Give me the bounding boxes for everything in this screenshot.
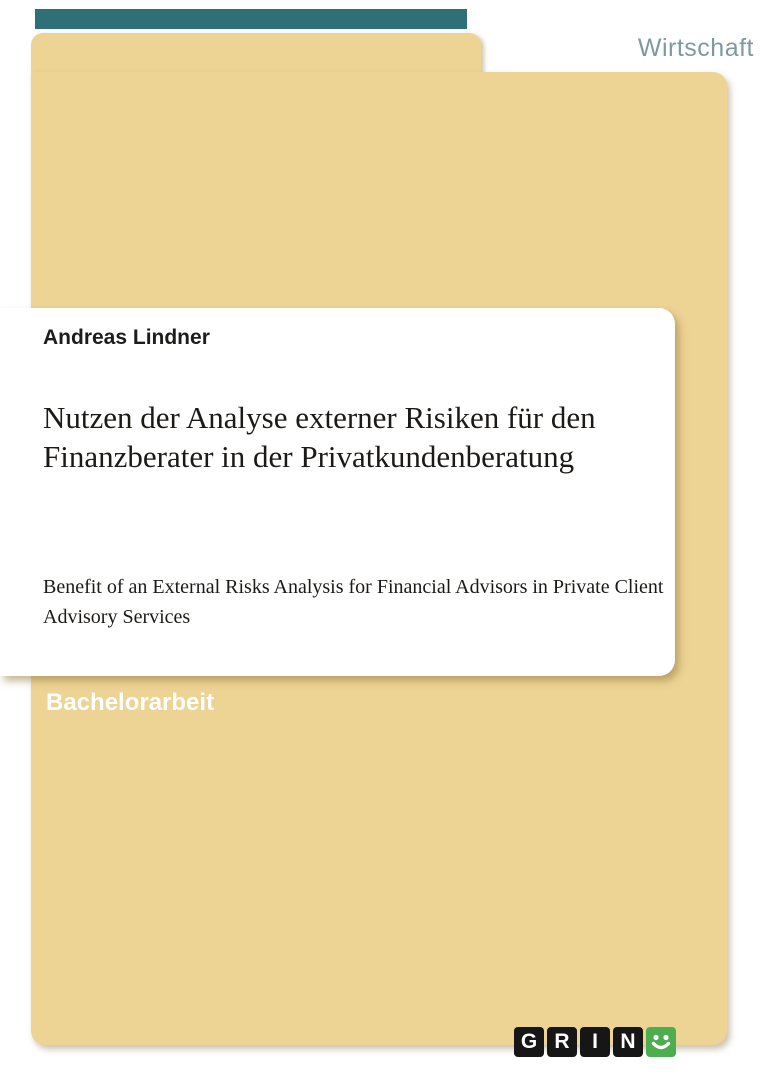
category-label: Wirtschaft <box>637 34 754 62</box>
category-color-bar <box>35 9 467 29</box>
logo-letter-i: I <box>580 1027 610 1057</box>
document-type-label: Bachelorarbeit <box>46 689 215 716</box>
logo-letter-n: N <box>613 1027 643 1057</box>
thesis-subtitle: Benefit of an External Risks Analysis for Financial Advisors in Private Client Advisory Services <box>43 576 664 628</box>
smiley-icon <box>646 1027 676 1057</box>
grin-logo <box>514 1027 676 1057</box>
logo-letter-r: R <box>547 1027 577 1057</box>
thesis-title: Nutzen der Analyse externer Risiken für den Finanzberater in der Privatkundenberatung <box>43 400 596 474</box>
logo-letter-g: G <box>514 1027 544 1057</box>
author-name: Andreas Lindner <box>43 326 210 349</box>
title-box <box>0 308 675 676</box>
